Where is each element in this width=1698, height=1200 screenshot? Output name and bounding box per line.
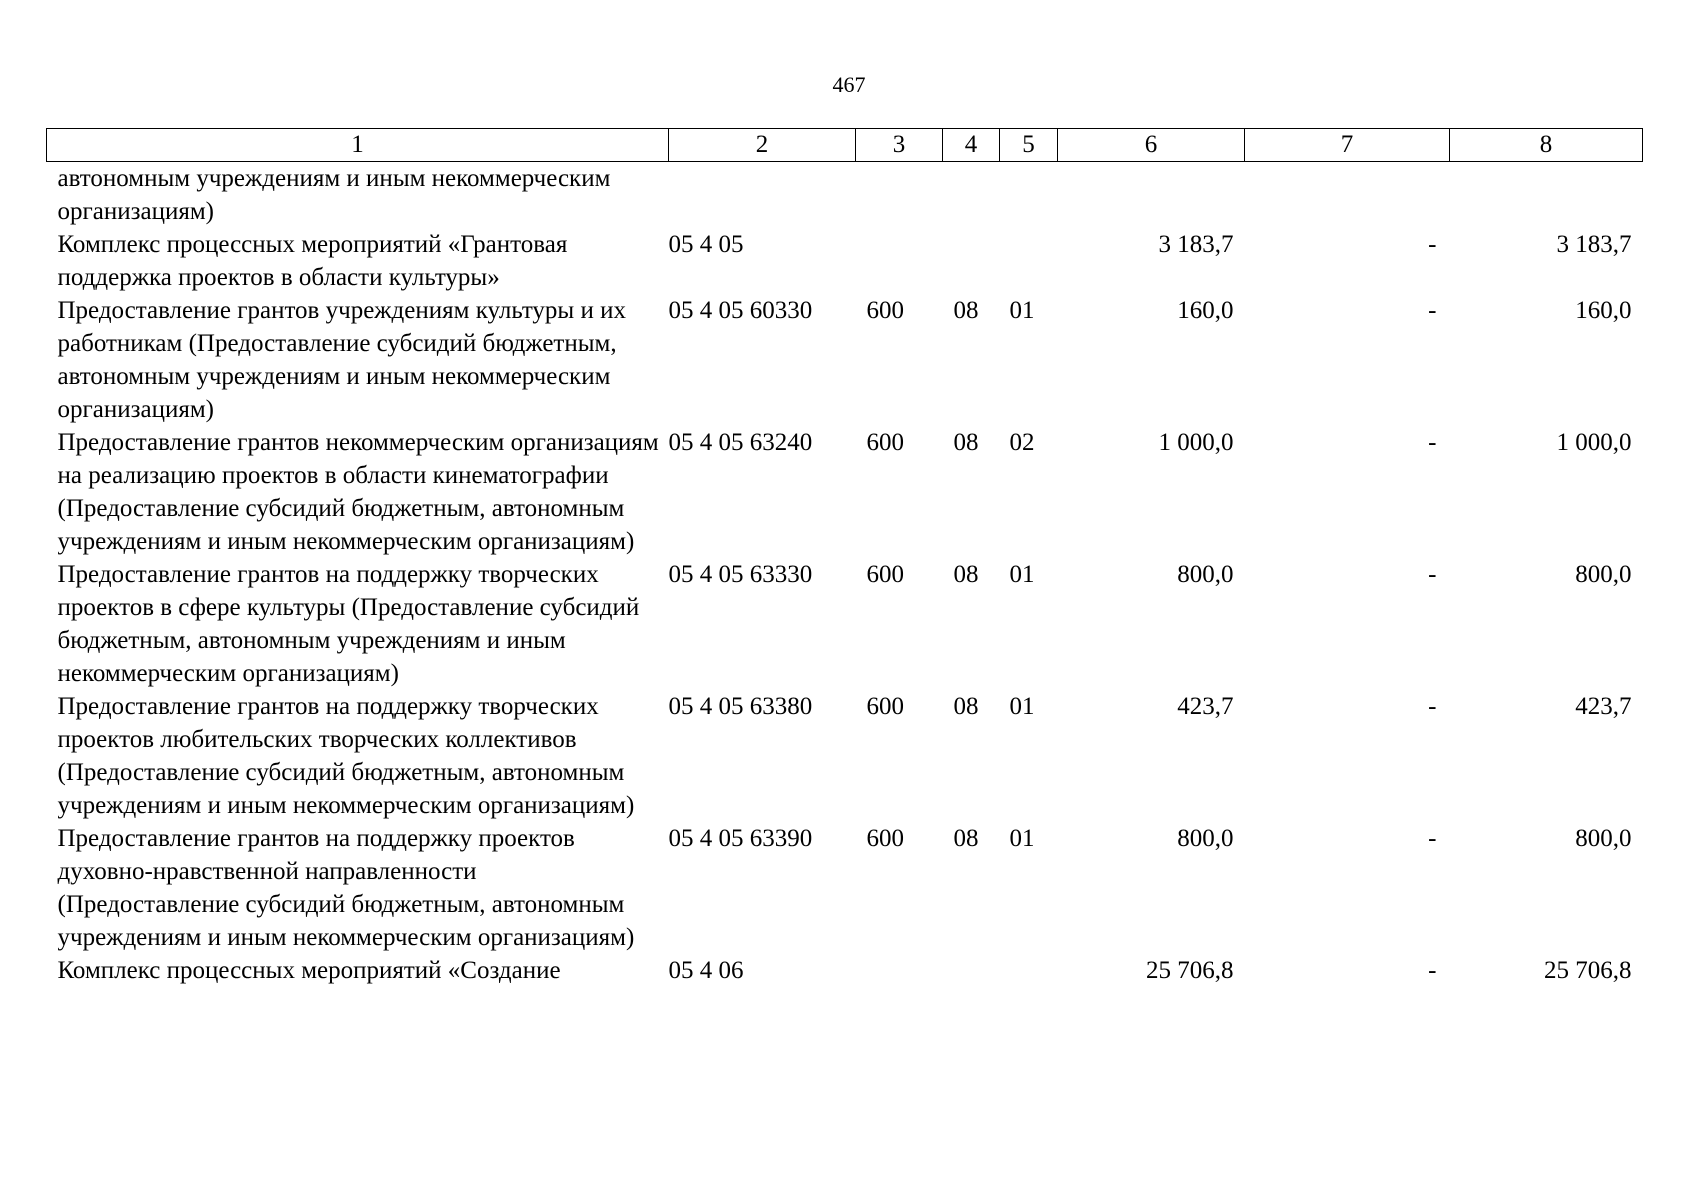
- row-vr: 600: [866, 429, 904, 456]
- row-rz: [943, 228, 1000, 294]
- row-pr: 01: [1009, 561, 1035, 588]
- table-header: [47, 129, 1643, 162]
- row-code: 05 4 05: [668, 231, 744, 258]
- row-amount: 800,0: [1177, 561, 1234, 588]
- table-row: [47, 426, 1643, 558]
- row-total: 160,0: [1575, 297, 1632, 324]
- row-vr: 600: [866, 693, 904, 720]
- row-change: [1245, 162, 1450, 229]
- row-name: Предоставление грантов на поддержку творческих проектов в сфере культуры (Предоставление субсидий бюджетным, автономным учреждениям и иным некоммерческим организациям): [57, 561, 640, 687]
- row-vr: [856, 954, 943, 987]
- row-pr: [1000, 228, 1058, 294]
- row-name: Комплекс процессных мероприятий «Создание: [57, 957, 561, 984]
- header-col-1: 1: [47, 129, 669, 162]
- row-amount: 3 183,7: [1158, 231, 1234, 258]
- table-row: [47, 228, 1643, 294]
- table-row: [47, 294, 1643, 426]
- header-col-3: 3: [856, 129, 943, 162]
- row-total: [1450, 162, 1643, 229]
- table-row: [47, 690, 1643, 822]
- row-pr: 01: [1009, 297, 1035, 324]
- row-total: 800,0: [1575, 825, 1632, 852]
- row-name: Предоставление грантов некоммерческим организациям на реализацию проектов в области кинематографии (Предоставление субсидий бюджетным, автономным учреждениям и иным некоммерческим организациям): [57, 429, 659, 555]
- row-pr: [1000, 954, 1058, 987]
- row-vr: [856, 162, 943, 229]
- row-rz: 08: [953, 693, 979, 720]
- row-pr: 01: [1009, 825, 1035, 852]
- row-rz: 08: [953, 429, 979, 456]
- row-code: 05 4 06: [668, 957, 744, 984]
- table-row: [47, 558, 1643, 690]
- row-code: 05 4 05 63330: [668, 561, 813, 588]
- row-amount: 25 706,8: [1146, 957, 1234, 984]
- header-col-8: 8: [1450, 129, 1643, 162]
- row-change: -: [1428, 957, 1437, 984]
- row-vr: 600: [866, 561, 904, 588]
- row-total: 800,0: [1575, 561, 1632, 588]
- header-col-2: 2: [669, 129, 856, 162]
- row-name: Предоставление грантов на поддержку проектов духовно-нравственной направленности (Предоставление субсидий бюджетным, автономным учреждениям и иным некоммерческим организациям): [57, 825, 635, 951]
- row-total: 423,7: [1575, 693, 1632, 720]
- header-row: [47, 129, 1643, 162]
- table-row: [47, 954, 1643, 987]
- table-row: [47, 822, 1643, 954]
- row-amount: 423,7: [1177, 693, 1234, 720]
- row-name: Предоставление грантов на поддержку творческих проектов любительских творческих коллективов (Предоставление субсидий бюджетным, автономным учреждениям и иным некоммерческим организациям): [57, 693, 635, 819]
- row-amount: 160,0: [1177, 297, 1234, 324]
- row-total: 1 000,0: [1556, 429, 1632, 456]
- row-rz: 08: [953, 297, 979, 324]
- header-col-7: 7: [1245, 129, 1450, 162]
- row-code: 05 4 05 63390: [668, 825, 813, 852]
- row-vr: [856, 228, 943, 294]
- header-col-4: 4: [943, 129, 1000, 162]
- page-number: 467: [832, 72, 866, 97]
- row-name: Предоставление грантов учреждениям культуры и их работникам (Предоставление субсидий бюджетным, автономным учреждениям и иным некоммерческим организациям): [57, 297, 626, 423]
- table-body: [47, 162, 1643, 988]
- row-code: 05 4 05 63240: [668, 429, 813, 456]
- row-change: -: [1428, 231, 1437, 258]
- row-name: Комплекс процессных мероприятий «Грантовая поддержка проектов в области культуры»: [57, 231, 568, 291]
- row-vr: 600: [866, 297, 904, 324]
- row-code: 05 4 05 60330: [668, 297, 813, 324]
- header-col-6: 6: [1058, 129, 1245, 162]
- row-rz: [943, 954, 1000, 987]
- row-change: -: [1428, 825, 1437, 852]
- row-code: 05 4 05 63380: [668, 693, 813, 720]
- row-pr: [1000, 162, 1058, 229]
- row-rz: 08: [953, 825, 979, 852]
- row-amount: 1 000,0: [1158, 429, 1234, 456]
- row-pr: 02: [1009, 429, 1035, 456]
- row-change: -: [1428, 693, 1437, 720]
- row-code: [669, 162, 856, 229]
- row-rz: 08: [953, 561, 979, 588]
- row-change: -: [1428, 297, 1437, 324]
- table-row: [47, 162, 1643, 229]
- row-change: -: [1428, 429, 1437, 456]
- header-col-5: 5: [1000, 129, 1058, 162]
- row-pr: 01: [1009, 693, 1035, 720]
- row-total: 3 183,7: [1556, 231, 1632, 258]
- row-change: -: [1428, 561, 1437, 588]
- row-rz: [943, 162, 1000, 229]
- budget-table: [46, 128, 1643, 987]
- row-amount: 800,0: [1177, 825, 1234, 852]
- row-vr: 600: [866, 825, 904, 852]
- row-amount: [1058, 162, 1245, 229]
- row-name: автономным учреждениям и иным некоммерческим организациям): [57, 165, 611, 225]
- row-total: 25 706,8: [1544, 957, 1632, 984]
